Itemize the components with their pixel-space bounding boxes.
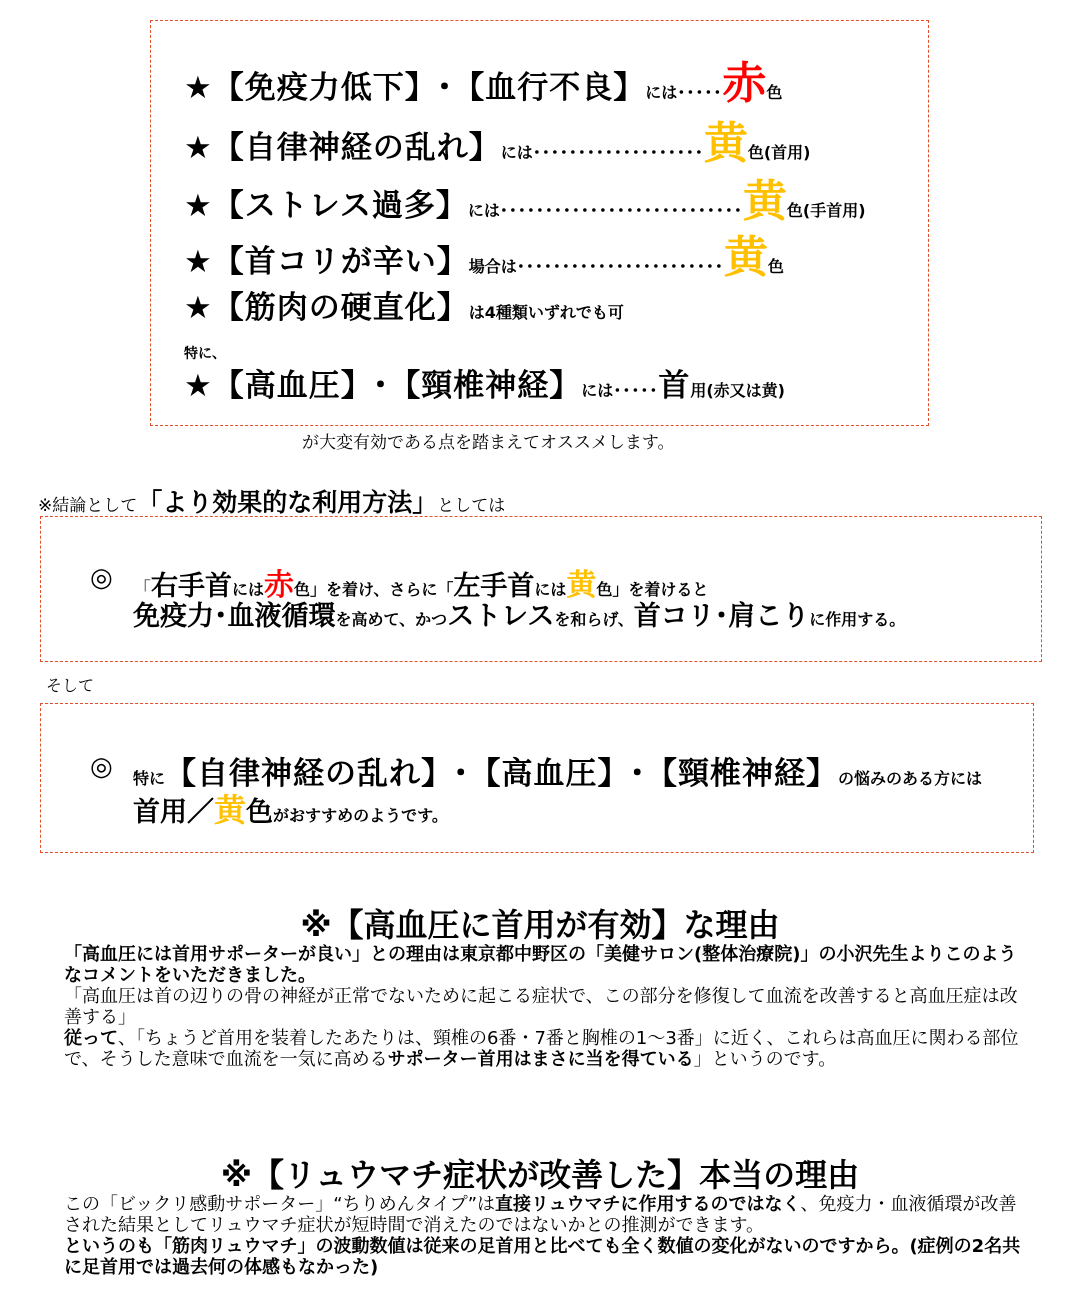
red-color-char: 赤 bbox=[722, 58, 767, 109]
usage-line-1: 「右手首には赤色」を着け、さらに「左手首には黄色」を着けると bbox=[133, 568, 709, 603]
usage-line-2: 免疫力･血液循環を高めて、かつストレスを和らげ、首コリ･肩こりに作用する。 bbox=[133, 601, 906, 632]
circle-mark: ◎ bbox=[90, 563, 113, 593]
neck-line-2: 首用／黄色がおすすめのようです。 bbox=[133, 791, 448, 829]
neck-line-1: 特に【自律神経の乱れ】･【高血圧】･【頸椎神経】の悩みのある方には bbox=[133, 756, 983, 792]
hypertension-paragraph: 「高血圧には首用サポーターが良い」との理由は東京都中野区の「美健サロン(整体治療院)」の小沢先生よりこのようなコメントをいただきました。 「高血圧は首の辺りの骨の神経が正常でないために起こる症状で、この部分を修復して血流を改善すると高血圧症は改善する」 従って、「ちょうど首用を装着したあたりは、頸椎の6番・7番と胸椎の1～3番」に近く、これらは高血圧に関わる部位で、そうした意味で血流を一気に高めるサポーター首用はまさに当を得ている」というのです。 bbox=[64, 944, 1019, 1070]
yellow-color-char: 黄 bbox=[703, 118, 748, 169]
soshite-label: そして bbox=[46, 676, 95, 695]
circle-mark: ◎ bbox=[90, 752, 113, 782]
recommend-line-last: ★【高血圧】･【頸椎神経】には･････首用(赤又は黄) bbox=[184, 368, 785, 404]
rheumatism-paragraph: この「ビックリ感動サポーター」“ちりめんタイプ”は直接リュウマチに作用するのではなく、免疫力・血液循環が改善された結果としてリュウマチ症状が短時間で消えたのではないかとの推測ができます。 というのも「筋肉リュウマチ」の波動数値は従来の足首用と比べても全く数値の変化がないのですから。(症例の2名共に足首用では過去何の体感もなかった) bbox=[64, 1194, 1021, 1278]
recommend-line-5: ★【筋肉の硬直化】は4種類いずれでも可 bbox=[184, 290, 624, 326]
yellow-color-char: 黄 bbox=[723, 232, 768, 283]
section-title-rheumatism: ※【リュウマチ症状が改善した】本当の理由 bbox=[220, 1156, 860, 1194]
box1-footnote: が大変有効である点を踏まえてオススメします。 bbox=[302, 433, 675, 453]
conclusion-heading: ※結論として「より効果的な利用方法」としては bbox=[38, 488, 506, 517]
recommend-line-3: ★【ストレス過多】には･･･････････････････････････黄色(手首用) bbox=[184, 176, 866, 227]
recommend-line-1: ★【免疫力低下】･【血行不良】には･････赤色 bbox=[184, 58, 783, 109]
recommend-line-4: ★【首コリが辛い】場合は･･･････････････････････黄色 bbox=[184, 232, 784, 283]
recommend-line-2: ★【自律神経の乱れ】には･･･････････････････黄色(首用) bbox=[184, 118, 811, 169]
yellow-color-char: 黄 bbox=[742, 176, 787, 227]
section-title-hypertension: ※【高血圧に首用が有効】な理由 bbox=[300, 906, 780, 944]
tokuni-label: 特に、 bbox=[184, 346, 226, 362]
